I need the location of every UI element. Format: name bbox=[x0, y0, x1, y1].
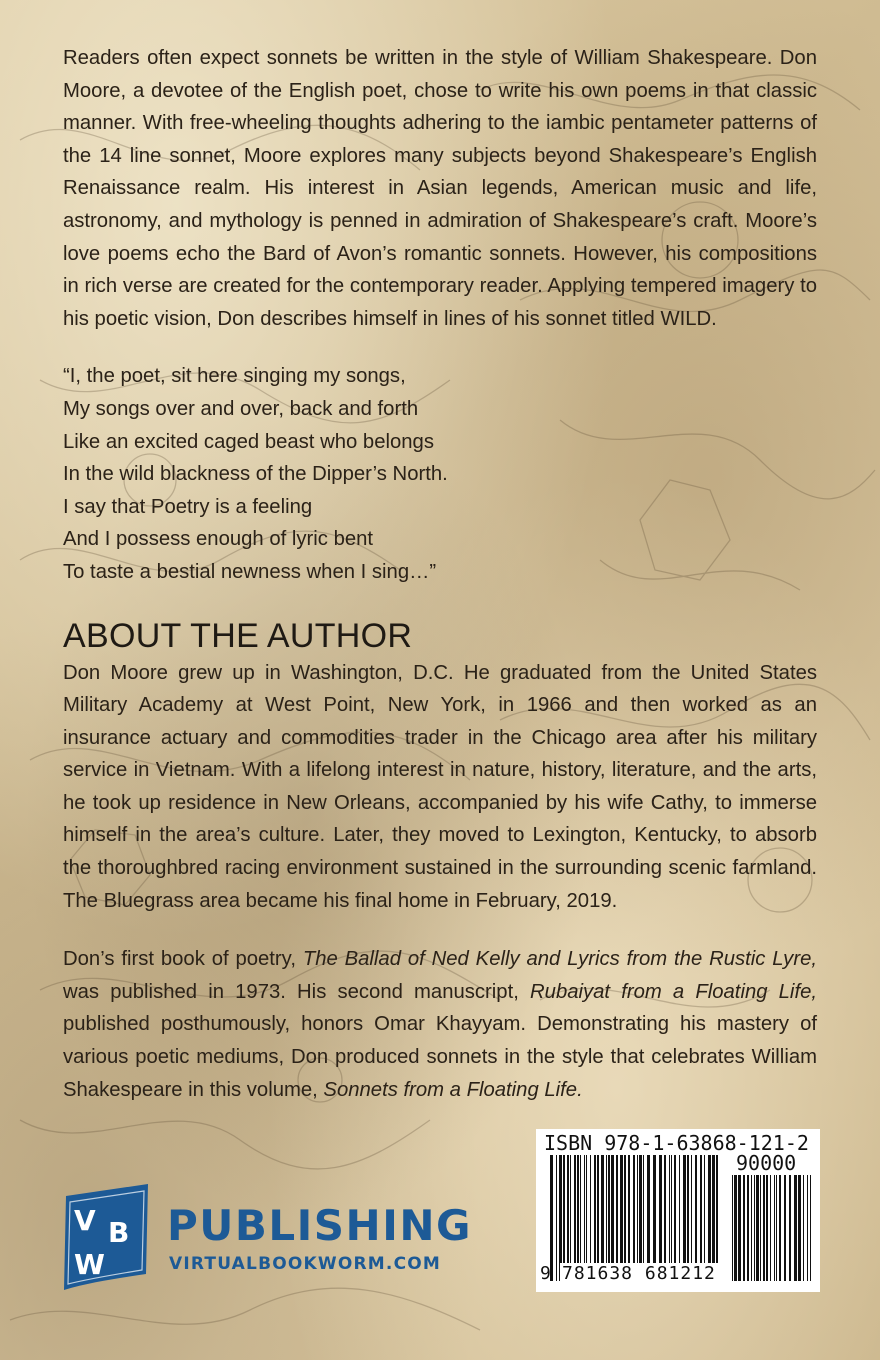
barcode-bar bbox=[760, 1175, 761, 1281]
poem-line: And I possess enough of lyric bent bbox=[63, 528, 374, 551]
barcode-bar bbox=[734, 1175, 737, 1281]
ean-number: 781638 681212 bbox=[562, 1263, 716, 1284]
barcode-bar bbox=[763, 1175, 765, 1281]
books-text: published posthumously, honors Omar Khayyam. Demonstrating his mastery of various poetic mediums, Don produced sonnets in the style that celebrates William Shakespeare in this volume, bbox=[63, 1013, 817, 1101]
back-cover-text bbox=[63, 42, 817, 1106]
barcode-bar bbox=[784, 1175, 786, 1281]
poem-line: In the wild blackness of the Dipper’s North. bbox=[63, 463, 448, 486]
books-text: was published in 1973. His second manuscript, bbox=[63, 980, 531, 1003]
barcode-bar bbox=[779, 1175, 781, 1281]
barcode-bar bbox=[754, 1175, 755, 1281]
barcode-bar bbox=[794, 1175, 797, 1281]
book-title-ned-kelly: The Ballad of Ned Kelly and Lyrics from the Rustic Lyre, bbox=[302, 948, 817, 971]
publisher-url: VIRTUALBOOKWORM.COM bbox=[169, 1254, 442, 1274]
barcode-bar bbox=[556, 1155, 557, 1281]
poem-line: My songs over and over, back and forth bbox=[63, 397, 419, 420]
barcode-bar bbox=[743, 1175, 745, 1281]
poem-line: Like an excited caged beast who belongs bbox=[63, 430, 434, 453]
barcode-bar bbox=[756, 1175, 759, 1281]
ean-first-digit: 9 bbox=[540, 1263, 551, 1284]
barcode-bar bbox=[770, 1175, 771, 1281]
barcode-bar bbox=[774, 1175, 775, 1281]
book-title-rubaiyat: Rubaiyat from a Floating Life, bbox=[530, 980, 817, 1003]
barcode-bar bbox=[776, 1175, 777, 1281]
isbn-barcode bbox=[536, 1129, 820, 1292]
vbw-emblem bbox=[60, 1182, 156, 1292]
books-text: Don’s first book of poetry, bbox=[63, 948, 303, 971]
poem-line: To taste a bestial newness when I sing…” bbox=[63, 560, 437, 583]
barcode-bar bbox=[789, 1175, 791, 1281]
price-code: 90000 bbox=[736, 1151, 797, 1175]
poem-line: “I, the poet, sit here singing my songs, bbox=[63, 365, 406, 388]
publisher-logo bbox=[60, 1182, 520, 1292]
barcode-bar bbox=[810, 1175, 811, 1281]
barcode-bar bbox=[747, 1175, 749, 1281]
book-title-sonnets: Sonnets from a Floating Life. bbox=[323, 1078, 583, 1101]
addon-barcode-bars bbox=[732, 1175, 812, 1281]
author-books bbox=[63, 943, 817, 1106]
book-description: Readers often expect sonnets be written in the style of William Shakespeare. Don Moore, a devotee of the English poet, chose to write his own poems in that classic manner. With free-wheeling thoughts adhering to the iambic pentameter patterns of the 14 line sonnet, Moore explores many subjects beyond Shakespeare’s English Renaissance realm. His interest in Asian legends, American music and life, astronomy, and mythology is penned in admiration of Shakespeare’s craft. Moore’s love poems echo the Bard of Avon’s romantic sonnets. However, his compositions in rich verse are created for the contemporary reader. Applying tempered imagery to his poetic vision, Don describes himself in lines of his sonnet titled WILD. bbox=[63, 47, 817, 330]
barcode-bar bbox=[798, 1175, 801, 1281]
isbn-label: ISBN 978-1-63868-121-2 bbox=[544, 1131, 809, 1155]
poem-excerpt bbox=[63, 360, 817, 588]
publisher-name: PUBLISHING bbox=[167, 1201, 472, 1250]
barcode-bar bbox=[807, 1175, 808, 1281]
barcode-bar bbox=[738, 1175, 741, 1281]
poem-line: I say that Poetry is a feeling bbox=[63, 495, 313, 518]
logo-letter-w: W bbox=[74, 1248, 105, 1281]
barcode-bar bbox=[766, 1175, 768, 1281]
barcode-bar bbox=[732, 1175, 733, 1281]
logo-letter-v: V bbox=[74, 1204, 96, 1237]
author-bio: Don Moore grew up in Washington, D.C. He graduated from the United States Military Academy at West Point, New York, in 1966 and then worked as an insurance actuary and commodities trader in the Chicago area after his military service in Vietnam. With a lifelong interest in nature, history, literature, and the arts, he took up residence in New Orleans, accompanied by his wife Cathy, to immerse himself in the area’s culture. Later, they moved to Lexington, Kentucky, to absorb the thoroughbred racing environment sustained in the surrounding scenic farmland. The Bluegrass area became his final home in February, 2019. bbox=[63, 661, 817, 912]
logo-letter-b: B bbox=[108, 1216, 130, 1249]
barcode-bar bbox=[803, 1175, 804, 1281]
barcode-bar bbox=[751, 1175, 752, 1281]
about-author-heading: ABOUT THE AUTHOR bbox=[63, 616, 413, 655]
